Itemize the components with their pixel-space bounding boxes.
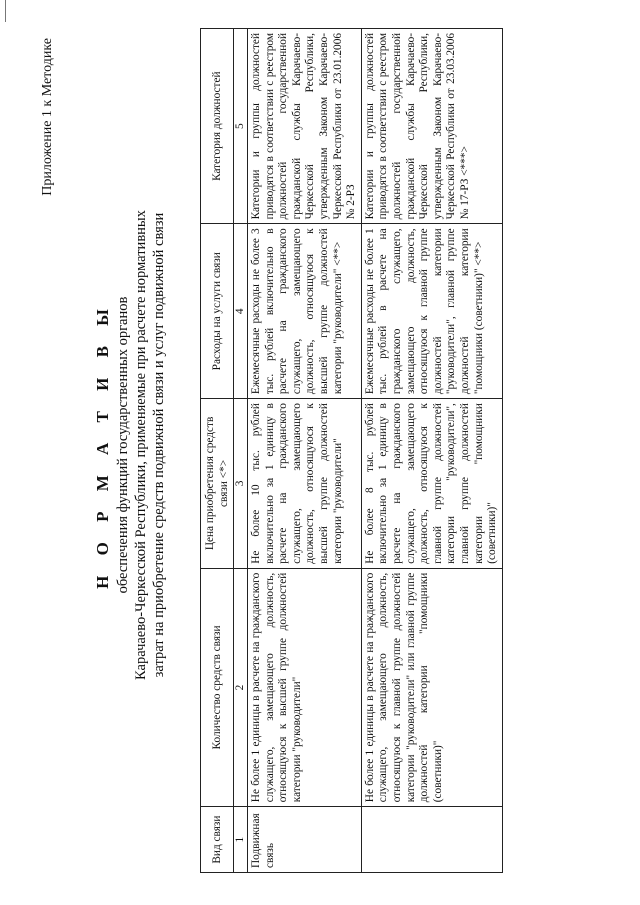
cell-price: Не более 8 тыс. рублей включительно за 1 единицу в расчете на гражданского служащего, замещающего должность, относящуюся к главной группе должностей категории "руководители", главной группе должностей категории "помощники (советники)" bbox=[361, 399, 502, 569]
column-number: 1 bbox=[234, 807, 248, 873]
cell-category: Категории и группы должностей приводятся в соответствии с реестром должностей государственной гражданской службы Карачаево-Черкесской Республики, утвержденным Законом Карачаево-Черкесской Республики от 23.03.2006 № 17-РЗ <***> bbox=[361, 29, 502, 224]
column-number: 2 bbox=[234, 568, 248, 806]
cell-type: Подвижная связь bbox=[248, 807, 362, 873]
cell-category: Категории и группы должностей приводятся в соответствии с реестром должностей государственной гражданской службы Карачаево-Черкесской Республики, утвержденным Законом Карачаево-Черкесской Республики от 23.01.2006 № 2-РЗ bbox=[248, 29, 362, 224]
heading-block bbox=[92, 95, 168, 795]
column-number: 5 bbox=[234, 29, 248, 224]
subtitle-line-2: Карачаево-Черкесской Республики, применяемые при расчете нормативных bbox=[133, 210, 149, 680]
cell-quantity: Не более 1 единицы в расчете на гражданского служащего, замещающего должность, относящуюся к главной группе должностей категории "руководители" или главной группе должностей категории "помощники (советники)" bbox=[361, 568, 502, 806]
column-number: 4 bbox=[234, 224, 248, 399]
header-price: Цена приобретения средств связи <*> bbox=[201, 399, 234, 569]
header-category: Категория должностей bbox=[201, 29, 234, 224]
header-quantity: Количество средств связи bbox=[201, 568, 234, 806]
subtitle-line-3: затрат на приобретение средств подвижной связи и услуг подвижной связи bbox=[151, 212, 167, 678]
table-row bbox=[361, 29, 502, 873]
column-number-row bbox=[234, 29, 248, 873]
cell-quantity: Не более 1 единицы в расчете на гражданского служащего, замещающего должность, относящуюся к высшей группе должностей категории "руководители" bbox=[248, 568, 362, 806]
header-expenses: Расходы на услуги связи bbox=[201, 224, 234, 399]
subtitle-line-1: обеспечения функций государственных органов bbox=[115, 296, 131, 594]
column-number: 3 bbox=[234, 399, 248, 569]
cell-expenses: Ежемесячные расходы не более 1 тыс. рублей в расчете на гражданского служащего, замещающего должность, относящуюся к главной группе должностей категории "руководители", главной группе должностей категории "помощники (советники)" <**> bbox=[361, 224, 502, 399]
document-title: Н О Р М А Т И В Ы bbox=[93, 301, 112, 589]
table-row bbox=[248, 29, 362, 873]
appendix-label: Приложение 1 к Методике bbox=[40, 38, 55, 196]
norms-table bbox=[200, 28, 503, 873]
cell-expenses: Ежемесячные расходы не более 3 тыс. рублей включительно в расчете на гражданского служащего, замещающего должность, относящуюся к высшей группе должностей категории "руководители" <**> bbox=[248, 224, 362, 399]
cell-type bbox=[361, 807, 502, 873]
header-type: Вид связи bbox=[201, 807, 234, 873]
cell-price: Не более 10 тыс. рублей включительно за 1 единицу в расчете на гражданского служащего, замещающего должность, относящуюся к высшей группе должностей категории "руководители" bbox=[248, 399, 362, 569]
table-header-row bbox=[201, 29, 234, 873]
